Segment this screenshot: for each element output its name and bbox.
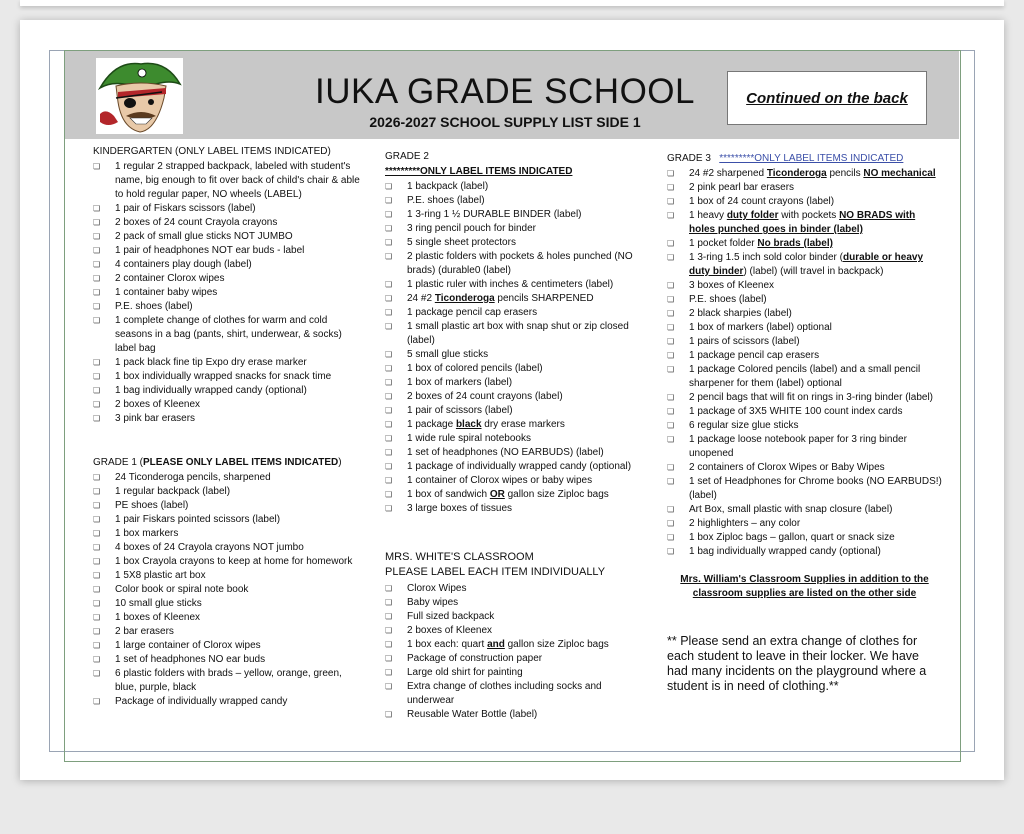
item-emphasis: durable or heavy duty binder bbox=[689, 252, 924, 277]
list-item: ❏ 1 pair Fiskars pointed scissors (label) bbox=[93, 513, 363, 527]
list-item: ❏ Clorox Wipes bbox=[385, 582, 643, 596]
list-item: ❏ Reusable Water Bottle (label) bbox=[385, 708, 643, 722]
list-item: ❏ 24 Ticonderoga pencils, sharpened bbox=[93, 471, 363, 485]
list-item: ❏ 1 regular backpack (label) bbox=[93, 485, 363, 499]
list-item: ❏ 1 set of Headphones for Chrome books (NO EARBUDS!) (label) bbox=[667, 475, 942, 503]
list-item: ❏ 6 regular size glue sticks bbox=[667, 419, 942, 433]
list-item: ❏ 1 complete change of clothes for warm and cold seasons in a bag (pants, shirt, underwear, & socks) label bag bbox=[93, 314, 363, 356]
pirate-mascot-logo bbox=[96, 58, 183, 134]
list-item: ❏ 1 pairs of scissors (label) bbox=[667, 335, 942, 349]
list-item: ❏ 1 set of headphones NO ear buds bbox=[93, 653, 363, 667]
list-item: ❏ 1 large container of Clorox wipes bbox=[93, 639, 363, 653]
list-item: ❏ 1 pair of headphones NOT ear buds - label bbox=[93, 244, 363, 258]
list-item: ❏ 2 plastic folders with pockets & holes punched (NO brads) (durable0 (label) bbox=[385, 250, 643, 278]
list-item: ❏ 4 boxes of 24 Crayola crayons NOT jumbo bbox=[93, 541, 363, 555]
list-item: ❏ 1 small plastic art box with snap shut or zip closed (label) bbox=[385, 320, 643, 348]
list-item: ❏ 1 container of Clorox wipes or baby wipes bbox=[385, 474, 643, 488]
list-subtitle: 2026-2027 SCHOOL SUPPLY LIST SIDE 1 bbox=[369, 114, 641, 130]
list-item: ❏ 1 container baby wipes bbox=[93, 286, 363, 300]
list-item: ❏ 1 box of 24 count crayons (label) bbox=[667, 195, 942, 209]
item-emphasis: Ticonderoga bbox=[766, 168, 827, 179]
item-text: 1 3-ring 1.5 inch sold color binder ( bbox=[689, 252, 843, 263]
grade1-heading bbox=[93, 456, 363, 470]
list-item: ❏ P.E. shoes (label) bbox=[93, 300, 363, 314]
william-note: Mrs. William's Classroom Supplies in addition to the classroom supplies are listed on the other side bbox=[680, 574, 929, 599]
list-item bbox=[385, 418, 643, 432]
item-text: 1 box of sandwich bbox=[407, 489, 490, 500]
list-item: ❏ 1 boxes of Kleenex bbox=[93, 611, 363, 625]
item-text: 1 heavy bbox=[689, 210, 727, 221]
list-item: ❏ 1 box markers bbox=[93, 527, 363, 541]
list-item: ❏ 2 highlighters – any color bbox=[667, 517, 942, 531]
list-item: ❏ 1 pack black fine tip Expo dry erase marker bbox=[93, 356, 363, 370]
list-item bbox=[667, 167, 942, 181]
list-item: ❏ 1 box of markers (label) optional bbox=[667, 321, 942, 335]
item-emphasis: No brads (label) bbox=[757, 238, 833, 249]
grade1-heading-bold: PLEASE ONLY LABEL ITEMS INDICATED bbox=[143, 457, 339, 468]
item-emphasis: and bbox=[487, 639, 505, 650]
list-item: ❏ 1 package pencil cap erasers bbox=[667, 349, 942, 363]
item-text: pencils bbox=[826, 168, 864, 179]
item-emphasis: NO BRADS with holes punched goes in binder (label) bbox=[689, 210, 916, 235]
item-emphasis: OR bbox=[489, 489, 505, 500]
list-item: ❏ 1 box individually wrapped snacks for snack time bbox=[93, 370, 363, 384]
item-emphasis: NO mechanical bbox=[863, 168, 936, 179]
list-item bbox=[385, 638, 643, 652]
list-item: ❏ 1 pair of Fiskars scissors (label) bbox=[93, 202, 363, 216]
list-item: ❏ P.E. shoes (label) bbox=[385, 194, 643, 208]
list-item: ❏ 1 3-ring 1 ½ DURABLE BINDER (label) bbox=[385, 208, 643, 222]
continued-label: Continued on the back bbox=[746, 89, 908, 107]
list-item: ❏ Baby wipes bbox=[385, 596, 643, 610]
supply-list-page bbox=[20, 20, 1004, 780]
list-item: ❏ 2 container Clorox wipes bbox=[93, 272, 363, 286]
list-item: ❏ Large old shirt for painting bbox=[385, 666, 643, 680]
list-item: ❏ Art Box, small plastic with snap closure (label) bbox=[667, 503, 942, 517]
list-item: ❏ 4 containers play dough (label) bbox=[93, 258, 363, 272]
grade2-list bbox=[385, 180, 643, 516]
item-text: ) (label) (will travel in backpack) bbox=[743, 266, 884, 277]
list-item: ❏ 3 boxes of Kleenex bbox=[667, 279, 942, 293]
list-item bbox=[667, 251, 942, 279]
school-title: IUKA GRADE SCHOOL bbox=[315, 72, 695, 111]
grade1-list bbox=[93, 471, 363, 709]
grade3-heading: GRADE 3 bbox=[667, 153, 711, 164]
list-item: ❏ 6 plastic folders with brads – yellow, orange, green, blue, purple, black bbox=[93, 667, 363, 695]
item-text: 24 #2 sharpened bbox=[689, 168, 767, 179]
list-item: ❏ Package of construction paper bbox=[385, 652, 643, 666]
list-item: ❏ 3 large boxes of tissues bbox=[385, 502, 643, 516]
item-text: dry erase markers bbox=[481, 419, 565, 430]
grade3-heading-row bbox=[667, 152, 942, 166]
list-item: ❏ 2 pink pearl bar erasers bbox=[667, 181, 942, 195]
grade2-heading: GRADE 2 bbox=[385, 151, 429, 162]
list-item: ❏ 10 small glue sticks bbox=[93, 597, 363, 611]
item-emphasis: black bbox=[455, 419, 482, 430]
list-item: ❏ 5 small glue sticks bbox=[385, 348, 643, 362]
item-text: gallon size Ziploc bags bbox=[504, 639, 609, 650]
list-item bbox=[385, 292, 643, 306]
item-text: gallon size Ziploc bags bbox=[504, 489, 609, 500]
list-item: ❏ 1 package pencil cap erasers bbox=[385, 306, 643, 320]
list-item: ❏ 1 box Ziploc bags – gallon, quart or snack size bbox=[667, 531, 942, 545]
list-item: ❏ 2 pack of small glue sticks NOT JUMBO bbox=[93, 230, 363, 244]
kindergarten-heading: KINDERGARTEN (ONLY LABEL ITEMS INDICATED) bbox=[93, 146, 331, 157]
item-text: 1 package bbox=[407, 419, 456, 430]
white-heading: MRS. WHITE'S CLASSROOM bbox=[385, 551, 534, 563]
item-emphasis: Ticonderoga bbox=[434, 293, 495, 304]
grade1-heading-post: ) bbox=[338, 457, 342, 468]
list-item: ❏ 2 boxes of 24 count Crayola crayons bbox=[93, 216, 363, 230]
list-item bbox=[667, 209, 942, 237]
white-subheading: PLEASE LABEL EACH ITEM INDIVIDUALLY bbox=[385, 566, 606, 578]
list-item: ❏ Extra change of clothes including socks and underwear bbox=[385, 680, 643, 708]
list-item: ❏ 2 pencil bags that will fit on rings in 3-ring binder (label) bbox=[667, 391, 942, 405]
list-item bbox=[385, 488, 643, 502]
item-text: 1 box each: quart bbox=[407, 639, 488, 650]
list-item: ❏ 2 boxes of Kleenex bbox=[93, 398, 363, 412]
item-text: with pockets bbox=[778, 210, 840, 221]
continued-box bbox=[727, 71, 927, 125]
list-item: ❏ 1 plastic ruler with inches & centimeters (label) bbox=[385, 278, 643, 292]
list-item: ❏ 3 ring pencil pouch for binder bbox=[385, 222, 643, 236]
list-item: ❏ 2 boxes of Kleenex bbox=[385, 624, 643, 638]
list-item: ❏ 1 package of 3X5 WHITE 100 count index cards bbox=[667, 405, 942, 419]
grade2-subheading: *********ONLY LABEL ITEMS INDICATED bbox=[385, 166, 573, 177]
list-item: ❏ Color book or spiral note book bbox=[93, 583, 363, 597]
item-text: pencils SHARPENED bbox=[494, 293, 594, 304]
list-item: ❏ 1 box Crayola crayons to keep at home for homework bbox=[93, 555, 363, 569]
list-item: ❏ 1 bag individually wrapped candy (optional) bbox=[93, 384, 363, 398]
item-emphasis: duty folder bbox=[726, 210, 779, 221]
list-item: ❏ Full sized backpack bbox=[385, 610, 643, 624]
list-item: ❏ 1 bag individually wrapped candy (optional) bbox=[667, 545, 942, 559]
list-item: ❏ 1 5X8 plastic art box bbox=[93, 569, 363, 583]
column-right bbox=[667, 152, 942, 694]
pirate-icon bbox=[96, 58, 183, 134]
list-item: ❏ 2 black sharpies (label) bbox=[667, 307, 942, 321]
grade3-subheading: *********ONLY LABEL ITEMS INDICATED bbox=[719, 153, 904, 164]
list-item: ❏ 1 set of headphones (NO EARBUDS) (label) bbox=[385, 446, 643, 460]
list-item: ❏ 2 boxes of 24 count crayons (label) bbox=[385, 390, 643, 404]
list-item: ❏ 1 regular 2 strapped backpack, labeled with student's name, big enough to fit over back of child's chair & able to hold regular paper, NO wheels (LABEL) bbox=[93, 160, 363, 202]
list-item: ❏ 1 package Colored pencils (label) and a small pencil sharpener for them (label) optional bbox=[667, 363, 942, 391]
clothes-note: ** Please send an extra change of clothes for each student to leave in their locker. We have had many incidents on the playground where a student is in need of clothing.** bbox=[667, 634, 927, 693]
header-banner bbox=[65, 51, 959, 139]
list-item: ❏ 1 box of markers (label) bbox=[385, 376, 643, 390]
list-item: ❏ 1 wide rule spiral notebooks bbox=[385, 432, 643, 446]
list-item: ❏ 1 pair of scissors (label) bbox=[385, 404, 643, 418]
grade1-heading-pre: GRADE 1 ( bbox=[93, 457, 144, 468]
list-item: ❏ 2 containers of Clorox Wipes or Baby Wipes bbox=[667, 461, 942, 475]
kindergarten-list bbox=[93, 160, 363, 426]
list-item: ❏ 5 single sheet protectors bbox=[385, 236, 643, 250]
list-item: ❏ 1 backpack (label) bbox=[385, 180, 643, 194]
list-item: ❏ PE shoes (label) bbox=[93, 499, 363, 513]
list-item: ❏ Package of individually wrapped candy bbox=[93, 695, 363, 709]
list-item: ❏ 1 package loose notebook paper for 3 ring binder unopened bbox=[667, 433, 942, 461]
list-item: ❏ 2 bar erasers bbox=[93, 625, 363, 639]
column-left bbox=[93, 145, 363, 709]
list-item bbox=[667, 237, 942, 251]
list-item: ❏ 3 pink bar erasers bbox=[93, 412, 363, 426]
list-item: ❏ 1 box of colored pencils (label) bbox=[385, 362, 643, 376]
list-item: ❏ P.E. shoes (label) bbox=[667, 293, 942, 307]
previous-page-edge bbox=[20, 0, 1004, 6]
white-list bbox=[385, 582, 643, 722]
grade3-list bbox=[667, 167, 942, 559]
item-text: 24 #2 bbox=[407, 293, 435, 304]
column-middle bbox=[385, 150, 643, 722]
list-item: ❏ 1 package of individually wrapped candy (optional) bbox=[385, 460, 643, 474]
item-text: 1 pocket folder bbox=[689, 238, 758, 249]
